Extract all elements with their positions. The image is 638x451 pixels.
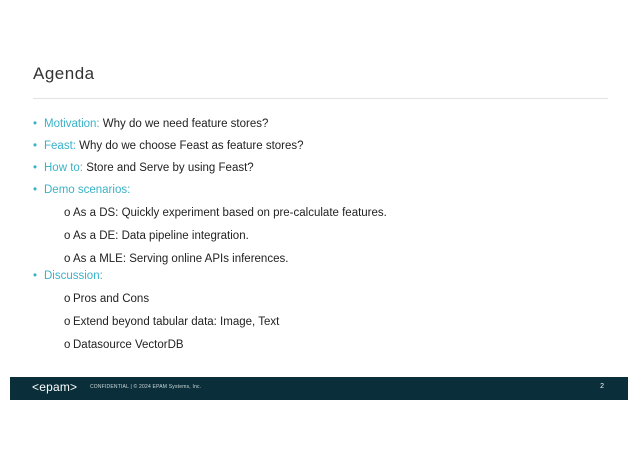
discussion-item [33, 336, 608, 354]
demo-item [33, 227, 608, 245]
agenda-item-how-to [33, 159, 608, 177]
sub-bullet-marker: o [64, 316, 71, 328]
demo-item [33, 250, 608, 268]
bullet-marker: • [33, 184, 38, 196]
agenda-item-discussion [33, 267, 608, 285]
bullet-marker: • [33, 118, 38, 130]
sub-bullet-marker: o [64, 230, 71, 242]
demo-item-text: As a DE: Data pipeline integration. [73, 230, 249, 242]
title-divider [33, 98, 608, 99]
slide-title: Agenda [33, 64, 95, 83]
agenda-item-key: Motivation: [44, 118, 100, 130]
confidential-notice: CONFIDENTIAL | © 2024 EPAM Systems, Inc. [90, 384, 202, 390]
sub-bullet-marker: o [64, 207, 71, 219]
discussion-item [33, 290, 608, 308]
epam-logo: <epam> [32, 380, 78, 394]
agenda-list [33, 115, 608, 359]
sub-bullet-marker: o [64, 293, 71, 305]
agenda-item-feast [33, 137, 608, 155]
discussion-item-text: Pros and Cons [73, 293, 150, 305]
agenda-item-demo-scenarios [33, 181, 608, 199]
demo-item-text: As a MLE: Serving online APIs inferences. [73, 253, 289, 265]
discussion-item [33, 313, 608, 331]
agenda-item-text: Store and Serve by using Feast? [83, 162, 254, 174]
agenda-item-text: Why do we need feature stores? [99, 118, 269, 130]
page-number: 2 [600, 383, 604, 390]
bullet-marker: • [33, 270, 38, 282]
agenda-item-key: How to: [44, 162, 83, 174]
discussion-item-text: Datasource VectorDB [73, 339, 184, 351]
demo-item [33, 204, 608, 222]
slide-footer [10, 377, 628, 400]
agenda-item-key: Feast: [44, 140, 76, 152]
bullet-marker: • [33, 140, 38, 152]
sub-bullet-marker: o [64, 253, 71, 265]
agenda-item-text: Why do we choose Feast as feature stores? [75, 140, 304, 152]
agenda-item-key: Discussion: [44, 270, 103, 282]
demo-item-text: As a DS: Quickly experiment based on pre-calculate features. [73, 207, 387, 219]
sub-bullet-marker: o [64, 339, 71, 351]
discussion-item-text: Extend beyond tabular data: Image, Text [73, 316, 280, 328]
agenda-item-motivation [33, 115, 608, 133]
bullet-marker: • [33, 162, 38, 174]
agenda-item-key: Demo scenarios: [44, 184, 131, 196]
